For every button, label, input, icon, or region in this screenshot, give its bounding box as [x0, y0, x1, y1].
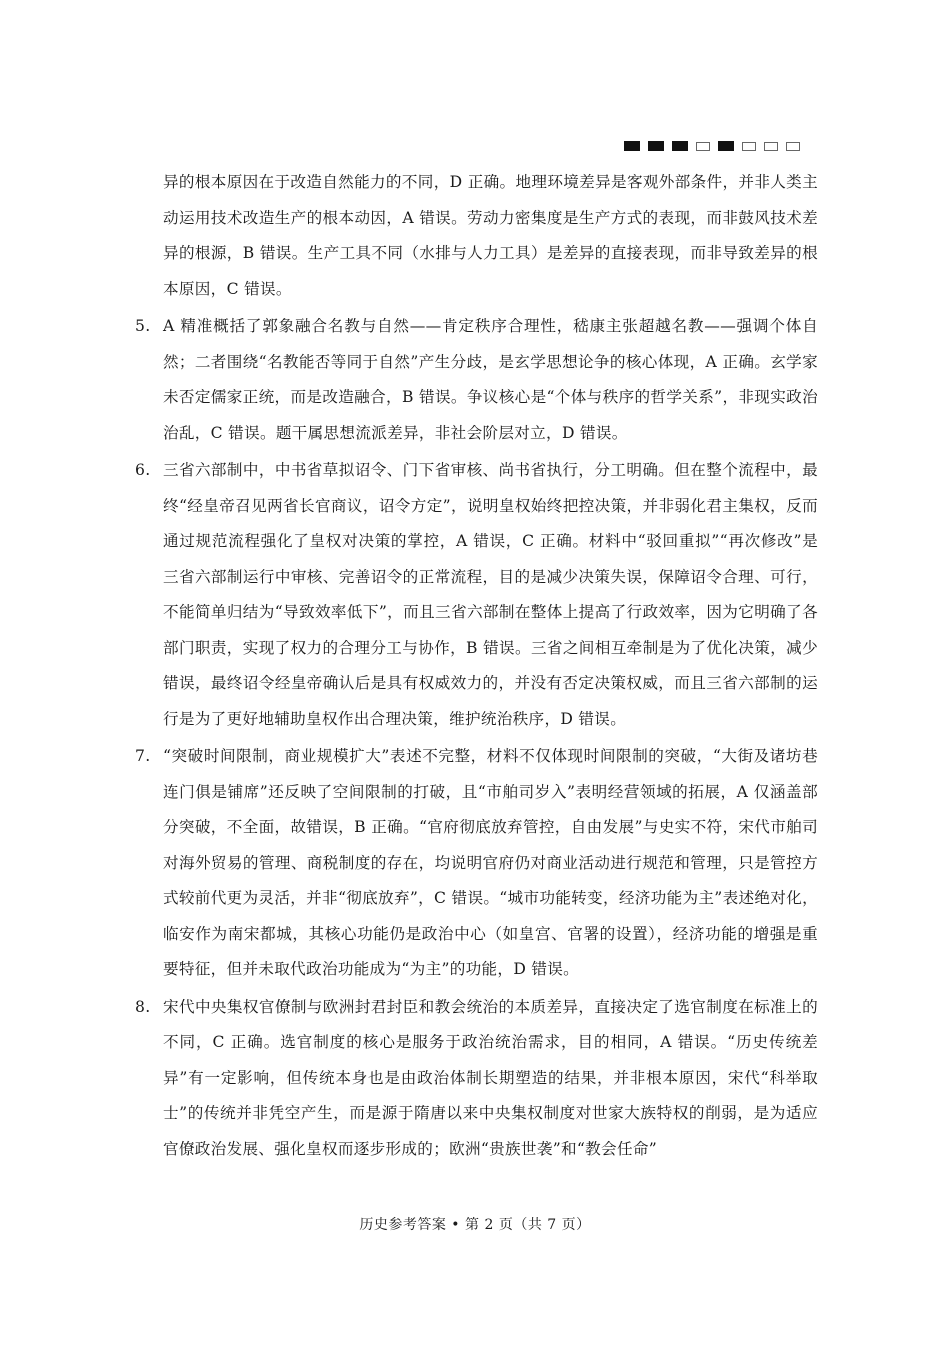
empty-square-mark [764, 142, 778, 151]
question-number: 8. [135, 997, 151, 1016]
page-footer: 历史参考答案 • 第 2 页（共 7 页） [359, 1217, 591, 1233]
filled-square-mark [648, 141, 664, 151]
empty-square-mark [696, 142, 710, 151]
filled-square-mark [624, 141, 640, 151]
continuation-paragraph: 异的根本原因在于改造自然能力的不同，D 正确。地理环境差异是客观外部条件，并非人类主动运用技术改造生产的根本动因，A 错误。劳动力密集度是生产方式的表现，而非鼓风技术差异的根源，B 错误。生产工具不同（水排与人力工具）是差异的直接表现，而非导致差异的根本原因，C 错误。 [163, 173, 818, 298]
empty-square-mark [742, 142, 756, 151]
answer-item [135, 739, 818, 988]
answer-item [135, 453, 818, 737]
answer-item [135, 309, 818, 451]
question-number: 6. [135, 461, 151, 479]
page-marker-squares [624, 141, 800, 151]
empty-square-mark [786, 142, 800, 151]
answer-explanation: A 精准概括了郭象融合名教与自然——肯定秩序合理性，嵇康主张超越名教——强调个体自然；二者围绕“名教能否等同于自然”产生分歧，是玄学思想论争的核心体现，A 正确。玄学家未否定儒家正统，而是改造融合，B 错误。争议核心是“个体与秩序的哲学关系”，非现实政治治乱，C 错误。题干属思想流派差异，非社会阶层对立，D 错误。 [163, 317, 818, 442]
question-number: 5. [135, 317, 151, 335]
answer-explanation: 三省六部制中，中书省草拟诏令、门下省审核、尚书省执行，分工明确。但在整个流程中，最终“经皇帝召见两省长官商议，诏令方定”，说明皇权始终把控决策，并非弱化君主集权，反而通过规范流程强化了皇权对决策的掌控，A 错误，C 正确。材料中“驳回重拟”“再次修改”是三省六部制运行中审核、完善诏令的正常流程，目的是减少决策失误，保障诏令合理、可行，不能简单归结为“导致效率低下”，而且三省六部制在整体上提高了行政效率，因为它明确了各部门职责，实现了权力的合理分工与协作，B 错误。三省之间相互牵制是为了优化决策，减少错误，最终诏令经皇帝确认后是具有权威效力的，并没有否定决策权威，而且三省六部制的运行是为了更好地辅助皇权作出合理决策，维护统治秩序，D 错误。 [163, 461, 818, 728]
answer-content [135, 165, 818, 1167]
answer-explanation: “突破时间限制，商业规模扩大”表述不完整，材料不仅体现时间限制的突破，“大街及诸坊巷连门俱是铺席”还反映了空间限制的打破，且“市舶司岁入”表明经营领域的拓展，A 仅涵盖部分突破，不全面，故错误，B 正确。“官府彻底放弃管控，自由发展”与史实不符，宋代市舶司对海外贸易的管理、商税制度的存在，均说明官府仍对商业活动进行规范和管理，只是管控方式较前代更为灵活，并非“彻底放弃”，C 错误。“城市功能转变，经济功能为主”表述绝对化，临安作为南宋都城，其核心功能仍是政治中心（如皇宫、官署的设置），经济功能的增强是重要特征，但并未取代政治功能成为“为主”的功能，D 错误。 [163, 747, 818, 978]
answer-items [135, 309, 818, 1167]
filled-square-mark [672, 141, 688, 151]
answer-explanation: 宋代中央集权官僚制与欧洲封君封臣和教会统治的本质差异，直接决定了选官制度在标准上的不同，C 正确。选官制度的核心是服务于政治统治需求，目的相同，A 错误。“历史传统差异”有一定影响，但传统本身也是由政治体制长期塑造的结果，并非根本原因，宋代“科举取士”的传统并非凭空产生，而是源于隋唐以来中央集权制度对世家大族特权的削弱，是为适应官僚政治发展、强化皇权而逐步形成的；欧洲“贵族世袭”和“教会任命” [163, 997, 818, 1158]
answer-item [135, 990, 818, 1168]
question-number: 7. [135, 747, 151, 765]
filled-square-mark [718, 141, 734, 151]
